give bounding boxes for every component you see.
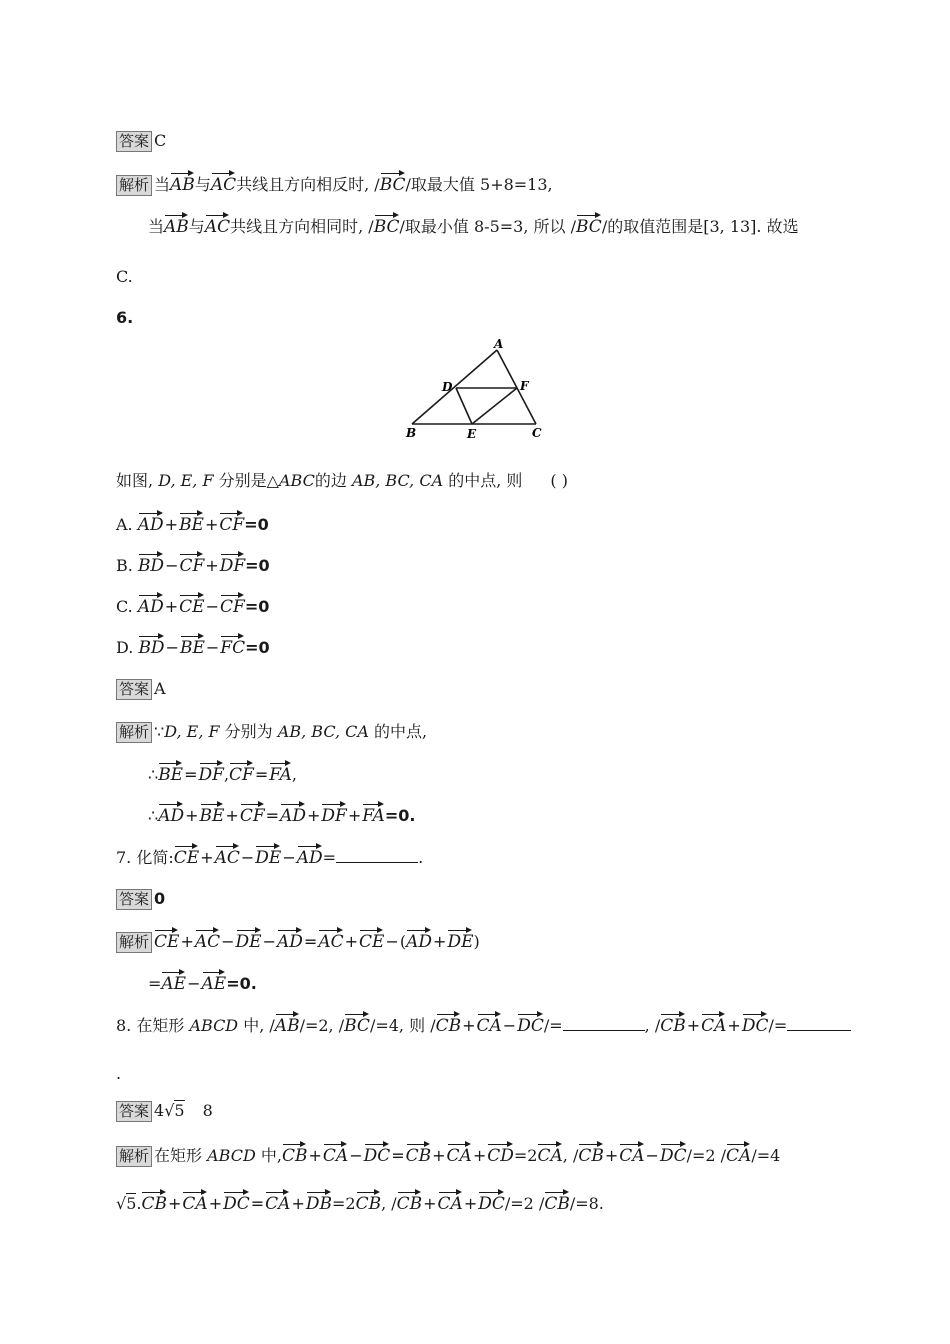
op: + [185, 806, 199, 825]
period: . [418, 848, 424, 867]
op: − [165, 638, 179, 657]
answer-paren: ( ) [550, 471, 568, 490]
q8-stem [116, 1013, 851, 1037]
vector-cd: CD [487, 1143, 514, 1165]
vector-ca: CA [619, 1143, 644, 1165]
zero: =0. [226, 974, 257, 993]
vector-ce: CE [174, 845, 199, 867]
zero: =0. [384, 806, 416, 825]
op: + [463, 1194, 478, 1213]
vector-ac: AC [205, 214, 230, 236]
op: − [385, 932, 399, 951]
vector-ce: CE [179, 594, 204, 616]
text: /取最大值 5+8=13, [405, 175, 553, 194]
q8-stem-end [116, 1063, 121, 1085]
vector-ce: CE [359, 929, 384, 951]
op: + [204, 515, 219, 534]
option-label: C. [116, 597, 138, 616]
vector-cf: CF [219, 512, 244, 534]
vector-df: DF [199, 762, 224, 784]
vector-cb: CB [356, 1191, 382, 1213]
vector-fa: FA [269, 762, 292, 784]
vector-cb: CB [282, 1143, 308, 1165]
text: 如图, [116, 471, 159, 490]
op: + [308, 1146, 322, 1165]
answer-tag: 答案 [116, 1101, 152, 1122]
vector-bc: BC [576, 214, 602, 236]
vector-cb: CB [141, 1191, 167, 1213]
sqrt-sign: √ [116, 1194, 127, 1213]
answer-blank[interactable] [336, 861, 418, 863]
text: ∵ [154, 722, 165, 741]
vector-ad: AD [277, 929, 303, 951]
question-number: 7. 化简: [116, 848, 174, 867]
op: + [344, 932, 359, 951]
op: + [200, 848, 214, 867]
vector-ab: AB [164, 214, 189, 236]
text: /= [543, 1016, 563, 1035]
text: ABC [278, 471, 315, 490]
vector-ca: CA [323, 1143, 348, 1165]
vector-cf: CF [220, 594, 245, 616]
q6-solution-line-1 [116, 721, 427, 743]
label-b: B [406, 426, 417, 440]
op: = [184, 765, 198, 784]
op: + [472, 1146, 487, 1165]
text: ABCD [207, 1146, 256, 1165]
vector-de: DE [236, 929, 262, 951]
q6-number [116, 307, 133, 329]
q6-answer-line [116, 678, 166, 700]
paren-open: ( [399, 932, 407, 951]
op: = [148, 974, 162, 993]
answer-blank-2[interactable] [787, 1029, 851, 1031]
answer-tag: 答案 [116, 131, 152, 152]
vector-ca: CA [265, 1191, 290, 1213]
text: 与 [188, 217, 205, 236]
vector-bc: BC [380, 172, 406, 194]
vector-bc: BC [374, 214, 400, 236]
q8-solution-line-2 [116, 1191, 604, 1215]
op: + [432, 1146, 446, 1165]
text: 中, / [238, 1016, 275, 1035]
op: − [165, 556, 179, 575]
op: = [322, 848, 337, 867]
vector-de: DE [255, 845, 281, 867]
op: = [303, 932, 318, 951]
label-e: E [467, 427, 477, 441]
op: + [686, 1016, 701, 1035]
vector-de: DE [447, 929, 473, 951]
q7-solution-line-2 [148, 971, 257, 995]
vector-ac: AC [211, 172, 236, 194]
text: D, E, F [164, 722, 220, 741]
vector-cb: CB [578, 1143, 604, 1165]
option-label: D. [116, 638, 139, 657]
op: − [240, 848, 255, 867]
q7-answer: 0 [154, 889, 166, 908]
text: 分别是△ [213, 471, 279, 490]
vector-db: DB [306, 1191, 332, 1213]
triangle-figure [400, 336, 560, 444]
vector-dc: DC [742, 1013, 769, 1035]
op: + [205, 556, 219, 575]
q6-option-a [116, 512, 269, 536]
vector-cb: CB [660, 1013, 686, 1035]
text: 的中点, 则 [443, 471, 523, 490]
q6-option-d [116, 635, 270, 659]
vector-ab: AB [275, 1013, 300, 1035]
vector-ac: AC [318, 929, 343, 951]
op: = [254, 765, 269, 784]
text: 的中点, [368, 722, 428, 741]
vector-dc: DC [660, 1143, 687, 1165]
vector-bd: BD [138, 553, 164, 575]
q5-answer: C [154, 131, 167, 150]
label-c: C [532, 426, 542, 440]
vector-ab: AB [170, 172, 195, 194]
op: + [347, 806, 362, 825]
text: , / [381, 1194, 397, 1213]
vector-ca: CA [537, 1143, 562, 1165]
op: + [306, 806, 321, 825]
op: + [208, 1194, 223, 1213]
vector-ad: AD [138, 512, 164, 534]
vector-ad: AD [138, 594, 164, 616]
op: + [167, 1194, 182, 1213]
vector-dc: DC [364, 1143, 391, 1165]
text: /=4 [751, 1146, 781, 1165]
option-label: A. [116, 515, 138, 534]
vector-cb: CB [436, 1013, 462, 1035]
op: − [282, 848, 296, 867]
text: 共线且方向相同时, / [230, 217, 374, 236]
vector-fc: FC [220, 635, 245, 657]
text: , / [562, 1146, 579, 1165]
op: − [205, 597, 219, 616]
text: , / [644, 1016, 661, 1035]
op: = [391, 1146, 405, 1165]
op: + [604, 1146, 619, 1165]
q6-option-c [116, 594, 269, 618]
text: 中, [255, 1146, 282, 1165]
text: D, E, F [158, 471, 214, 490]
zero: =0 [244, 515, 269, 534]
analysis-tag: 解析 [116, 1146, 152, 1167]
zero: =0 [245, 556, 270, 575]
analysis-tag: 解析 [116, 175, 152, 196]
q5-answer-line [116, 130, 166, 152]
q6-solution-line-2 [148, 762, 297, 786]
analysis-tag: 解析 [116, 932, 152, 953]
q8-answer-line [116, 1100, 213, 1122]
vector-dc: DC [517, 1013, 544, 1035]
vector-be: BE [179, 512, 204, 534]
q5-solution-line-1 [116, 172, 553, 196]
q7-answer-line [116, 888, 165, 910]
op: , [223, 765, 230, 784]
text: 与 [194, 175, 211, 194]
op: − [221, 932, 235, 951]
vector-be: BE [180, 635, 205, 657]
vector-ae: AE [161, 971, 186, 993]
text: AB, BC, CA [351, 471, 444, 490]
vector-ca: CA [726, 1143, 751, 1165]
text: C. [116, 267, 133, 286]
vector-df: DF [321, 803, 346, 825]
option-label: B. [116, 556, 138, 575]
q7-stem [116, 845, 423, 869]
zero: =0 [244, 597, 270, 616]
q6-solution-line-3 [148, 803, 415, 827]
text: ∴ [148, 765, 159, 784]
vector-dc: DC [478, 1191, 505, 1213]
op: − [187, 974, 201, 993]
vector-df: DF [220, 553, 245, 575]
vector-bd: BD [138, 635, 164, 657]
question-number: 8. 在矩形 [116, 1016, 190, 1035]
op: − [349, 1146, 363, 1165]
analysis-tag: 解析 [116, 722, 152, 743]
op: + [727, 1016, 741, 1035]
op: , [291, 765, 297, 784]
vector-cb: CB [397, 1191, 423, 1213]
vector-ad: AD [280, 803, 306, 825]
answer-part: 4 [154, 1101, 165, 1120]
text: 的边 [314, 471, 352, 490]
period: . [116, 1064, 122, 1083]
op: + [225, 806, 239, 825]
label-a: A [494, 337, 504, 351]
op: + [180, 932, 194, 951]
text: /的取值范围是[3, 13]. 故选 [601, 217, 799, 236]
op: − [502, 1016, 517, 1035]
label-f: F [520, 379, 529, 393]
zero: =0 [245, 638, 270, 657]
vector-ca: CA [477, 1013, 502, 1035]
vector-be: BE [158, 762, 183, 784]
text: ∴ [148, 806, 159, 825]
op: + [291, 1194, 305, 1213]
text: =2 [331, 1194, 356, 1213]
op: + [164, 597, 179, 616]
vector-ca: CA [447, 1143, 472, 1165]
question-number: 6. [116, 308, 134, 327]
q6-answer: A [154, 679, 166, 698]
vector-cb: CB [406, 1143, 432, 1165]
text: /=2, / [299, 1016, 345, 1035]
vector-ad: AD [297, 845, 323, 867]
q5-solution-line-3 [116, 266, 133, 288]
vector-ac: AC [195, 929, 220, 951]
vector-dc: DC [223, 1191, 250, 1213]
text: /=8. [569, 1194, 604, 1213]
answer-tag: 答案 [116, 679, 152, 700]
q5-solution-line-2 [148, 214, 799, 238]
vector-fa: FA [362, 803, 385, 825]
op: − [262, 932, 276, 951]
vector-be: BE [200, 803, 225, 825]
vector-ae: AE [202, 971, 227, 993]
q6-option-b [116, 553, 270, 577]
vector-ca: CA [182, 1191, 207, 1213]
text: /=2 / [504, 1194, 545, 1213]
vector-ad: AD [158, 803, 184, 825]
answer-blank-1[interactable] [563, 1029, 645, 1031]
label-d: D [442, 380, 453, 394]
op: = [250, 1194, 265, 1213]
answer-part: 8 [202, 1101, 213, 1120]
text: 5 [126, 1194, 137, 1213]
vector-ad: AD [406, 929, 432, 951]
text: 在矩形 [154, 1146, 208, 1165]
text: 当 [154, 175, 171, 194]
op: − [205, 638, 220, 657]
vector-cf: CF [240, 803, 265, 825]
text: 当 [148, 217, 165, 236]
text: ABCD [189, 1016, 239, 1035]
text: /取最小值 8-5=3, 所以 / [399, 217, 576, 236]
vector-cb: CB [544, 1191, 570, 1213]
text: 分别为 [219, 722, 278, 741]
op: + [462, 1016, 476, 1035]
answer-tag: 答案 [116, 889, 152, 910]
vector-bc: BC [344, 1013, 370, 1035]
op: + [423, 1194, 437, 1213]
vector-cf: CF [229, 762, 254, 784]
op: = [265, 806, 280, 825]
text: AB, BC, CA [277, 722, 369, 741]
text: 共线且方向相反时, / [236, 175, 380, 194]
text: /= [768, 1016, 788, 1035]
q6-stem [116, 470, 568, 492]
op: − [645, 1146, 659, 1165]
vector-ca: CA [438, 1191, 463, 1213]
q7-solution-line-1 [116, 929, 480, 953]
paren-close: ) [473, 932, 480, 951]
vector-ce: CE [154, 929, 179, 951]
answer-part: 5 [174, 1101, 185, 1120]
q8-solution-line-1 [116, 1143, 780, 1167]
text: /=2 / [686, 1146, 727, 1165]
text: =2 [513, 1146, 538, 1165]
vector-ac: AC [215, 845, 240, 867]
vector-ca: CA [701, 1013, 726, 1035]
vector-cf: CF [179, 553, 204, 575]
text: /=4, 则 / [369, 1016, 436, 1035]
op: + [433, 932, 447, 951]
sqrt-sign: √ [164, 1101, 175, 1120]
period: . [136, 1194, 142, 1213]
op: + [164, 515, 179, 534]
